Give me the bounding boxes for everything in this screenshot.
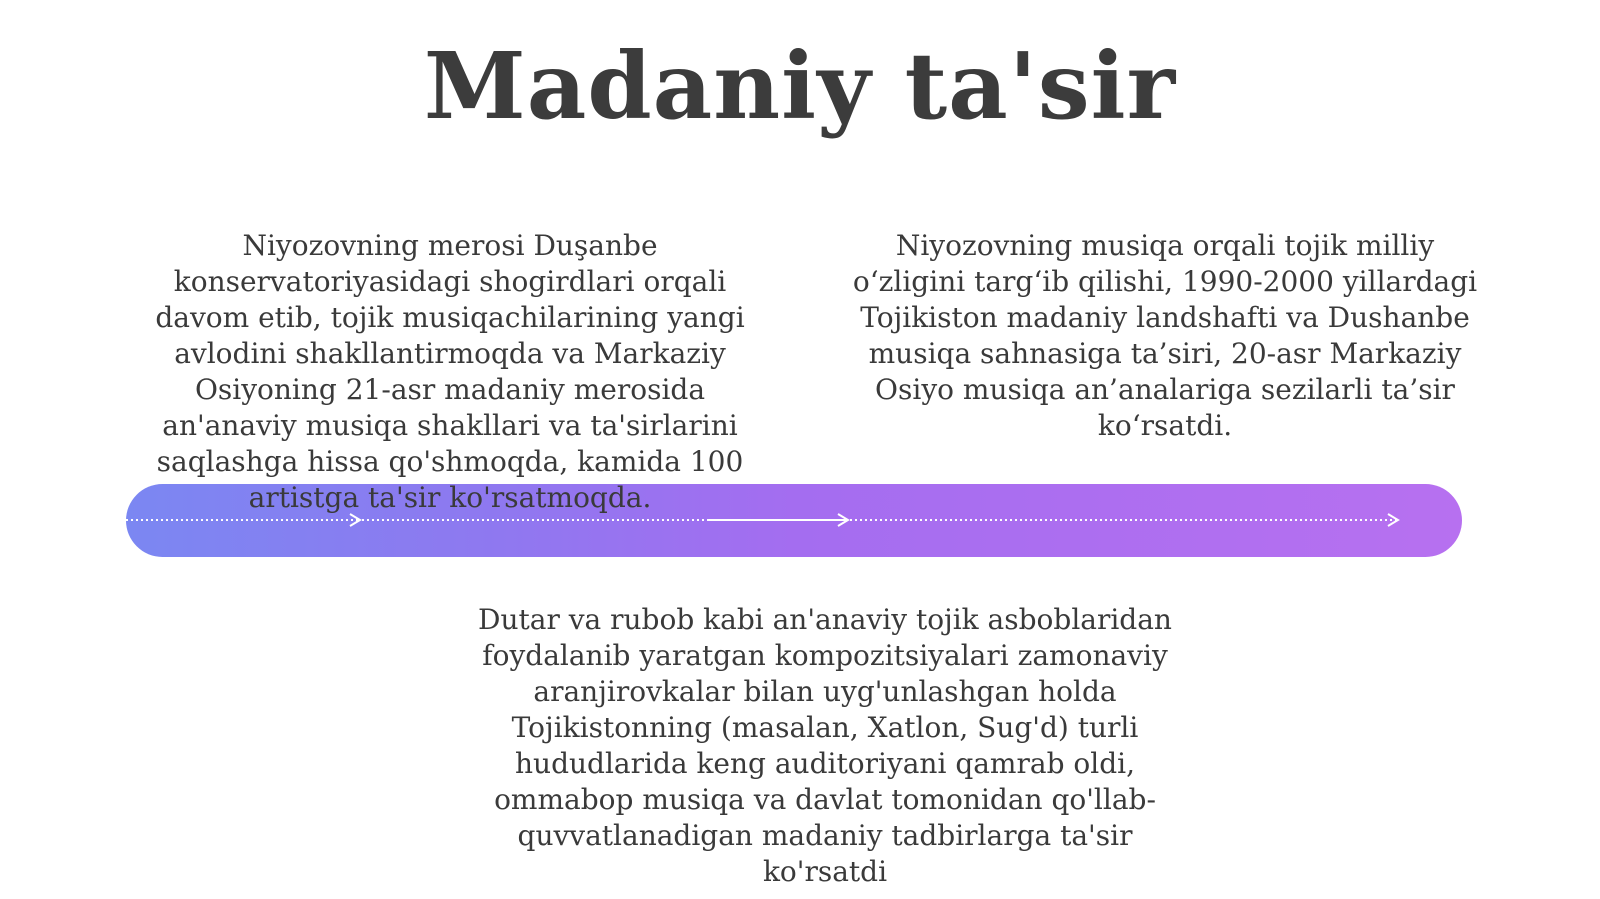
slide-title: Madaniy ta'sir [423, 32, 1177, 140]
arrow-head-3-icon [1388, 514, 1398, 526]
text-block-bottom: Dutar va rubob kabi an'anaviy tojik asboblaridan foydalanib yaratgan kompozitsiyalari zamonaviy aranjirovkalar bilan uyg'unlashgan holda Tojikistonning (masalan, Xatlon, Sug'd) turli hududlarida keng auditoriyani qamrab oldi, ommabop musiqa va davlat tomonidan qo'llab-quvvatlanadigan madaniy tadbirlarga ta'sir ko'rsatdi [478, 603, 1172, 888]
text-block-right: Niyozovning musiqa orqali tojik milliy o‘zligini targ‘ib qilishi, 1990-2000 yillardagi Tojikiston madaniy landshafti va Dushanbe musiqa sahnasiga ta’siri, 20-asr Markaziy Osiyo musiqa an’analariga sezilarli ta’sir ko‘rsatdi. [852, 229, 1478, 442]
text-block-left: Niyozovning merosi Duşanbe konservatoriyasidagi shogirdlari orqali davom etib, tojik musiqachilarining yangi avlodini shakllantirmoqda va Markaziy Osiyoning 21-asr madaniy merosida an'anaviy musiqa shakllari va ta'sirlarini saqlashga hissa qo'shmoqda, kamida 100 artistga ta'sir ko'rsatmoqda. [155, 229, 745, 514]
